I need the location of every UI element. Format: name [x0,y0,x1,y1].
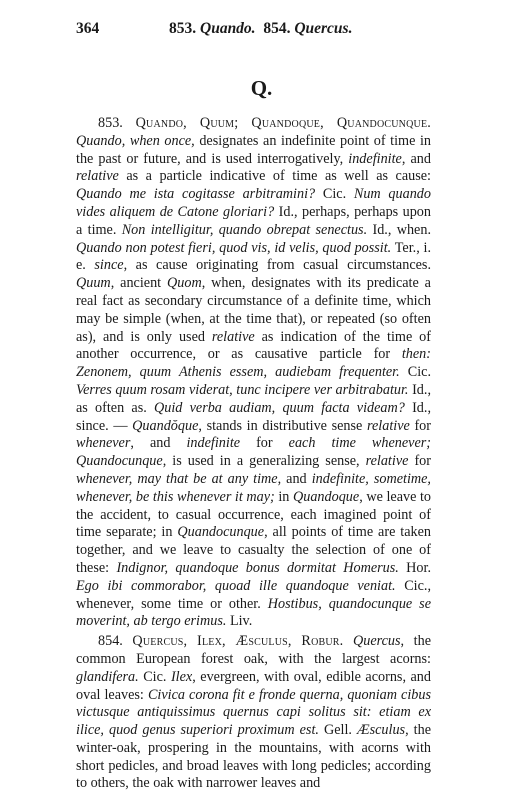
italic-run: relative [76,168,119,185]
italic-run: relative [365,453,409,470]
italic-run: then: [401,346,431,363]
italic-run: Quando non potest fieri, quod vis, id velis, quod possit. [76,239,392,256]
text-run: , evergreen, with oval, edible acorns, and oval leaves: [76,668,431,703]
italic-run: indefinite [348,150,402,167]
italic-run: whenever [76,435,131,452]
text-run: , and [130,435,187,452]
italic-run: relative [211,328,255,345]
italic-run: Quum [76,275,111,292]
italic-run: indefinite, sometime, whenever, be this whenever it may; [76,470,431,505]
text-run: designates an indefinite point of time in the past or future, and is used interrogatively, [76,132,431,167]
italic-run: Quandocunque [76,453,163,470]
italic-run: Æsculus [356,722,406,739]
running-title-part: Quercus. [294,20,353,37]
text-run: , as cause originating from casual circumstances. [123,257,431,274]
italic-run: Ego ibi commorabor, quoad ille quandoque veniat. [76,577,396,594]
text-run: Cic. [138,668,171,685]
text-run: in [274,488,293,505]
italic-run: each time whenever; [288,435,431,452]
text-run: , is used in a generalizing sense, [162,453,366,470]
text-run: as a particle indicative of time as well as cause: [118,168,431,185]
text-run: as indication of the time of another occurrence, or as causative particle for [76,328,431,363]
italic-run: whenever, may that be at any time [76,470,278,487]
text-run: Liv. [226,613,253,630]
text-run: Cic. [399,364,432,381]
text-run: , the common European forest oak, with the largest acorns: [76,633,431,667]
italic-run: Ilex [170,668,193,685]
text-run: , and [401,150,431,167]
text-run: , stands in distributive sense [198,417,367,434]
italic-run: glandifera. [76,668,139,685]
italic-run: Quandoque [292,488,360,505]
text-run: for [409,417,431,434]
text-run: Hor. [398,559,431,576]
text-run: , we leave to the accident, to casual occurrence, each imagined point of time separate; in [76,488,431,541]
entry-854 [76,633,431,793]
italic-run: Num quando vides aliquem de Catone gloriari? [76,186,431,220]
italic-run: Quando me ista cogitasse arbitramini? [76,186,316,203]
text-run: Id., as often as. [76,381,431,416]
italic-run: Zenonem, quum Athenis essem, audiebam frequenter. [76,364,400,381]
italic-run: Verres quum rosam viderat, tunc incipere ver arbitrabatur. [76,381,409,398]
text-run: Id., since. — [76,399,431,434]
entry-headwords: Quando, Quum; Quandoque, Quandocunque. [135,115,431,131]
text-run: Id., when. [367,221,431,238]
italic-run: Civica corona fit e fronde querna, quoniam cibus victusque antiquissimus quernus capi solitus sit: etiam ex ilice, quod genus superiori proximum est. [76,686,431,739]
italic-run: Non intelligitur, quando obrepat senectus. [121,221,368,238]
text-run: 853. [98,115,136,131]
italic-run: Quandŏque [132,417,199,434]
body-text [76,115,431,793]
running-head [76,20,427,42]
text-run: Ter., i. e. [76,239,431,274]
italic-run: Quom [167,275,202,292]
italic-run: Indignor, quandoque bonus dormitat Homerus. [116,559,399,576]
italic-run: Quando, when once, [76,132,195,149]
text-run: , and [277,470,312,487]
text-run: for [240,435,289,452]
text-run: for [408,453,431,470]
entry-headwords: Quercus, Ilex, Æsculus, Robur. [132,633,344,650]
section-letter-heading: Q. [250,76,273,100]
italic-run: Quandocunque [177,524,265,541]
page-number: 364 [76,20,100,37]
text-run: Gell. [318,722,357,739]
text-run: Id., perhaps, perhaps upon a time. [76,203,431,238]
italic-run: Hostibus, quandocunque se moverint, ab tergo erimus. [76,595,431,630]
text-run: Cic. [315,186,354,203]
italic-run: Quid verba audiam, quum facta videam? [154,399,405,416]
running-title-part: 854. [255,20,295,37]
italic-run: indefinite [186,435,241,452]
italic-run: Quercus [352,633,401,650]
text-run: 854. [98,633,133,650]
running-title [169,20,352,38]
text-run: , ancient [110,275,168,292]
text-run: , all points of time are taken together, and we leave to casualty the selection of one of these: [76,524,431,576]
italic-run: since [94,257,124,274]
text-run [343,633,353,649]
entry-853 [76,115,431,631]
running-title-part: 853. [169,20,200,37]
text-run: Cic., whenever, some time or other. [76,577,431,612]
running-title-part: Quando. [200,20,256,37]
italic-run: relative [367,417,410,434]
text-run: , the winter-oak, prospering in the mountains, with acorns with short pedicles, and broad leaves with long pedicles; according to others, the oak with narrower leaves and [76,722,431,792]
text-run: , when, designates with its predicate a real fact as secondary circumstance of a definite time, which may be simple (when, at the time that), or repeated (so often as), and is only used [76,275,431,345]
